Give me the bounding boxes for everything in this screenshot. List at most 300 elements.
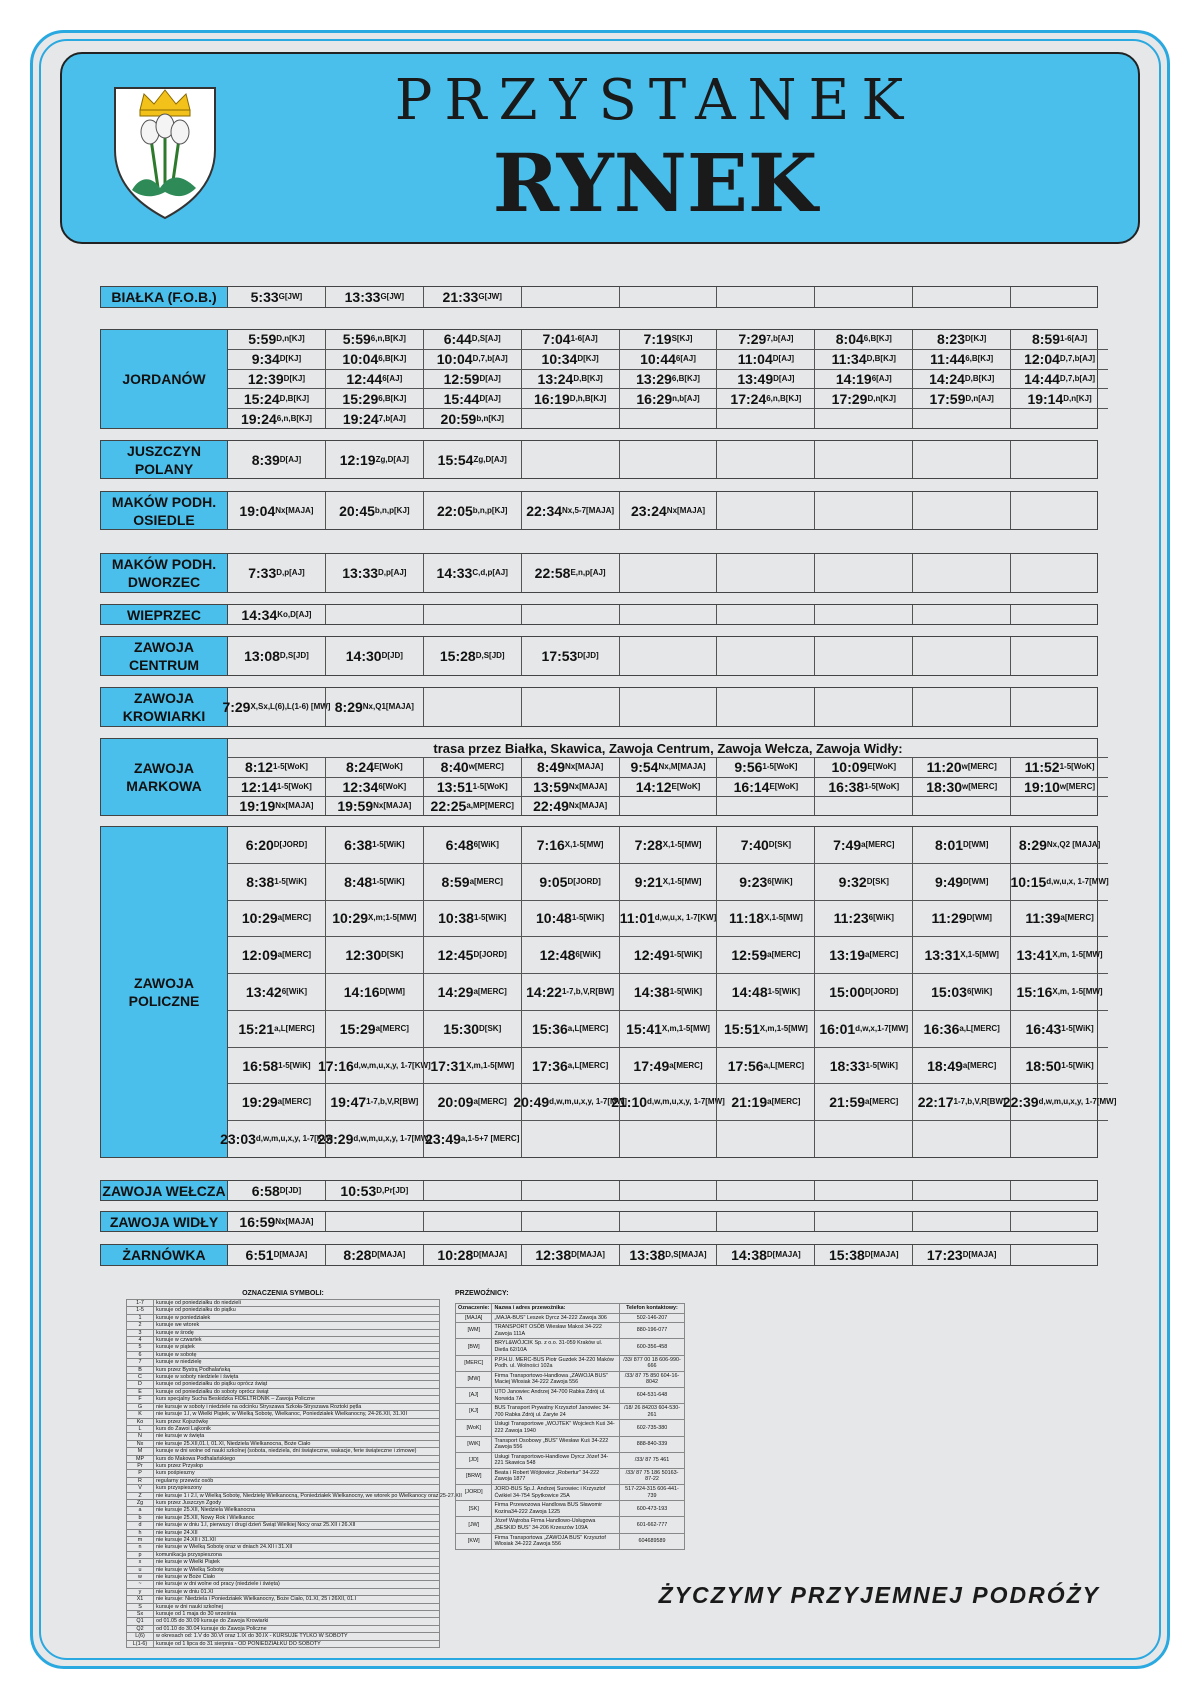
departure-symbols: Nx,5-7[MAJA] [562,505,615,515]
departure-time: 11:52 [1024,759,1060,776]
departure-time: 9:21 [634,873,663,890]
departure-time: 18:50 [1025,1057,1062,1074]
symbol-row: x nie kursuje w Wielki Piątek [127,1559,440,1566]
departure-symbols: 1-5[WiK] [372,839,405,849]
departure-cell [1010,637,1108,675]
departure-time: 21:59 [829,1094,866,1111]
departure-symbols: D[KJ] [577,354,599,364]
departure-cell [1010,605,1108,624]
departure-time: 22:05 [436,502,473,519]
departure-time: 20:59 [440,410,477,427]
departure-symbols: a[MERC] [277,913,312,923]
departure-time: 23:03 [220,1131,256,1148]
departure-time: 10:38 [438,910,474,927]
departure-symbols: D,n[KJ] [1063,393,1092,403]
departure-cell [228,409,325,428]
departure-symbols: X,1-5[MW] [564,839,604,849]
carrier-row: [AJ] UTO Janowiec Andrzej 34-700 Rabka Zdrój ul. Norwida 7A 604-531-648 [456,1387,685,1403]
departure-time: 8:23 [936,331,966,348]
departure-time: 7:16 [536,836,565,853]
departure-time: 20:45 [339,502,375,519]
departure-symbols: d,w,m,u,x,y, 1-7[KW] [353,1060,431,1070]
departure-symbols: Nx[MAJA] [275,1216,314,1226]
departure-time: 6:58 [251,1182,280,1199]
departure-symbols: X,1-5[MW] [662,876,702,886]
departure-cell [423,441,521,478]
departure-cell [325,758,423,776]
departure-time: 12:30 [345,947,382,964]
departure-cell [619,758,717,776]
departure-cell [1010,937,1108,973]
departure-cell [716,370,814,389]
departure-symbols: a,L[MERC] [567,1060,609,1070]
departure-cell [325,1181,423,1200]
departure-time: 12:59 [731,947,768,964]
departure-time: 10:04 [342,351,379,368]
symbol-row: B kurs przez Bystrą Podhalańską [127,1366,440,1373]
departure-cell [521,554,619,592]
departure-time: 17:16 [317,1057,354,1074]
departure-cell [912,1084,1010,1120]
departure-time: 14:22 [526,984,562,1001]
departure-cell [228,1245,325,1265]
symbol-row: 1-7 kursuje od poniedziałku do niedzieli [127,1300,440,1307]
departure-cell [912,778,1010,796]
departure-cell [814,758,912,776]
departure-cell [912,1011,1010,1047]
departure-time: 15:03 [931,984,967,1001]
departure-symbols: a,L[MERC] [274,1023,315,1033]
timetable-row [228,637,1108,675]
departure-cell [423,1181,521,1200]
symbol-row: Z nie kursuje 1 i 2.I, w Wielką Sobotę, Niedzielę Wielkanocną, Poniedziałek Wielkanocny, we wtorek po Wielkanocy oraz 25-27.XII [127,1492,440,1499]
departure-time: 15:30 [443,1020,480,1037]
departure-time: 12:09 [241,947,278,964]
departure-cell [521,778,619,796]
route-biala [100,286,1098,308]
departure-cell [325,370,423,389]
departure-symbols: D,B[KJ] [573,373,603,383]
departure-cell [814,974,912,1010]
departure-time: 15:44 [443,390,480,407]
departure-time: 10:34 [541,351,578,368]
departure-symbols: D[MAJA] [962,1250,997,1259]
departure-time: 8:59 [441,873,470,890]
departure-cell [716,974,814,1010]
departure-time: 9:05 [539,873,568,890]
departure-time: 8:28 [343,1247,372,1263]
departure-cell [912,758,1010,776]
departure-time: 14:33 [436,565,473,581]
departure-time: 11:44 [930,351,966,368]
departure-cell [716,389,814,408]
departure-cell [423,1121,521,1157]
departure-cell [228,554,325,592]
departure-cell [619,1181,717,1200]
departure-cell [423,1212,521,1231]
departure-cell [912,974,1010,1010]
departure-cell [325,937,423,973]
departure-time: 20:09 [437,1094,474,1111]
symbol-row: w nie kursuje w Boże Ciało [127,1574,440,1581]
route-label: ZAWOJA MARKOWA [101,739,228,815]
departure-symbols: a[MERC] [861,839,895,849]
departure-time: 10:29 [241,910,278,927]
departure-time: 12:14 [241,778,277,795]
departure-symbols: D[SK] [479,1023,502,1033]
route-zawoja_we [100,1180,1098,1201]
departure-cell [423,974,521,1010]
page-title-line1: PRZYSTANEK [394,68,916,133]
symbol-row: Nx nie kursuje 25.XII,01.I, 01.XI, Niedziela Wielkanocna, Boże Ciało [127,1440,440,1447]
departure-cell [619,409,717,428]
departure-cell [814,1048,912,1084]
departure-symbols: D[MAJA] [766,1250,801,1259]
departure-time: 6:20 [245,836,274,853]
departure-cell [912,492,1010,529]
symbol-row: Q1 od 01.05 do 30.09 kursuje do Zawoja Krowiarki [127,1618,440,1625]
departure-cell [423,864,521,900]
route-label: JORDANÓW [101,330,228,428]
departure-symbols: 1-7,b,V,R[BW] [366,1097,419,1107]
departure-time: 14:29 [437,984,474,1001]
departure-cell [325,441,423,478]
route-label: ZAWOJA POLICZNE [101,827,228,1157]
symbol-row: X1 nie kursuje: Niedziela i Poniedziałek Wielkanocny, Boże Ciało, 01.XI, 25 i 26XII, 01.I [127,1596,440,1603]
departure-cell [228,974,325,1010]
departure-time: 22:25 [430,797,467,814]
departure-cell [814,1212,912,1231]
departure-symbols: D[JD] [381,651,403,660]
departure-symbols: D[JORD] [865,987,899,997]
departure-time: 13:24 [537,370,574,387]
departure-time: 19:29 [241,1094,278,1111]
departure-cell [325,797,423,815]
footer-wish: ŻYCZYMY PRZYJEMNEJ PODRÓŻY [658,1582,1100,1608]
carrier-row: [WoK] Usługi Transportowe „WOJTEK" Wojciech Kuś 34-222 Zawoja 1940 602-735-380 [456,1420,685,1436]
departure-cell [521,1181,619,1200]
departure-symbols: X,1-5[MW] [764,913,803,923]
departure-cell [912,350,1010,369]
departure-symbols: 1-6[AJ] [1060,334,1088,344]
departure-cell [521,758,619,776]
departure-time: 14:34 [241,606,278,623]
timetable-row [228,1181,1108,1200]
departure-cell [814,492,912,529]
departure-time: 10:04 [436,351,473,368]
timetable-row [228,408,1108,428]
symbol-row: Q2 od 01.10 do 30.04 kursuje do Zawoja Policzne [127,1625,440,1632]
departure-time: 5:33 [250,289,279,305]
departure-time: 15:24 [243,390,280,407]
symbols-title: OZNACZENIA SYMBOLI: [242,1290,324,1297]
timetable-row [228,554,1108,592]
timetable-row [228,757,1108,776]
departure-symbols: D[AJ] [772,354,795,364]
departure-symbols: d,w,u,x, 1-7[KW] [654,913,717,923]
departure-cell [716,1212,814,1231]
departure-cell [611,1084,725,1120]
departure-symbols: 6,B[KJ] [671,373,700,383]
departure-cell [325,864,423,900]
timetable-row [228,369,1108,389]
route-zawoja_p [100,826,1117,1158]
departure-symbols: D[WM] [963,876,989,886]
route-zawoja_m [100,738,1098,816]
route-label: WIEPRZEC [101,605,228,624]
departure-cell [1010,1011,1108,1047]
departure-cell [619,864,717,900]
departure-time: 7:33 [248,565,277,581]
symbol-row: h nie kursuje 24.XII [127,1529,440,1536]
departure-cell [521,330,619,349]
departure-cell [521,1048,619,1084]
departure-cell [619,350,717,369]
departure-time: 11:20 [926,759,962,776]
departure-time: 12:59 [443,370,480,387]
departure-symbols: a[MERC] [473,987,507,997]
departure-cell [619,974,717,1010]
departure-symbols: D[KJ] [279,354,302,364]
departure-cell [716,554,814,592]
departure-cell [423,688,521,726]
departure-cell [716,778,814,796]
timetable-row [228,492,1108,529]
departure-cell [619,605,717,624]
departure-symbols: D[AJ] [279,454,302,464]
departure-time: 11:18 [729,910,765,927]
departure-symbols: 1-5[WiK] [1061,1060,1094,1070]
symbol-row: b nie kursuje 25.XII, Nowy Rok i Wielkanoc [127,1514,440,1521]
symbol-row: M kursuje w dni wolne od nauki szkolnej (sobota, niedziela, dni świąteczne, wakacje, ferie świąteczne i zimowe) [127,1448,440,1455]
route-zawoja_c [100,636,1098,676]
departure-time: 15:21 [238,1020,275,1037]
departure-cell [1010,1121,1108,1157]
departure-symbols: E[WoK] [373,762,403,772]
departure-time: 23:29 [317,1131,354,1148]
departure-cell [912,937,1010,973]
departure-symbols: X,m;1-5[MW] [368,913,417,923]
symbol-row: R regularny przewóz osób [127,1477,440,1484]
departure-symbols: 6,B[KJ] [965,354,994,364]
route-makow_os [100,491,1098,530]
departure-symbols: 1-5[WiK] [1061,1023,1094,1033]
departure-time: 16:29 [636,390,673,407]
departure-time: 23:24 [630,502,667,519]
departure-symbols: D,n[KJ] [276,334,305,344]
departure-symbols: a[MERC] [962,1060,997,1070]
departure-cell [912,554,1010,592]
departure-symbols: 1-5[WiK] [669,987,703,997]
departure-symbols: 1-5[WiK] [278,1060,311,1070]
departure-symbols: b,n,p[KJ] [374,505,410,515]
departure-time: 10:44 [640,351,676,368]
departure-symbols: X,1-5[MW] [662,839,702,849]
departure-time: 22:58 [534,565,571,581]
carrier-row: [JW] Józef Wątroba Firma Handlowo-Usługowa „BESKID BUS" 34-206 Krzeszów 109A 601-662-777 [456,1517,685,1533]
departure-cell [814,1121,912,1157]
departure-time: 13:59 [533,778,569,795]
departure-cell [619,901,717,937]
departure-time: 14:48 [731,984,768,1001]
departure-cell [325,350,423,369]
departure-symbols: n,b[AJ] [672,393,700,403]
symbol-row: 3 kursuje w środę [127,1329,440,1336]
departure-cell [912,1048,1010,1084]
departure-time: 14:19 [835,370,872,387]
departure-time: 8:49 [536,759,566,776]
departure-cell [1010,1048,1108,1084]
departure-cell [521,864,619,900]
departure-time: 18:30 [926,778,963,795]
departure-cell [912,797,1010,815]
departure-cell [228,758,325,776]
departure-time: 16:43 [1025,1020,1062,1037]
departure-cell [1010,350,1108,369]
departure-symbols: X,m,1-5[MW] [661,1023,710,1033]
departure-cell [619,688,717,726]
route-label: ZAWOJA WIDŁY [101,1212,228,1231]
departure-symbols: 1-5[WoK] [272,762,308,772]
departure-cell [228,827,325,863]
departure-cell [1010,797,1108,815]
departure-cell [619,330,717,349]
departure-cell [912,901,1010,937]
departure-symbols: G[JW] [478,292,502,301]
departure-cell [912,287,1010,307]
departure-time: 17:49 [633,1057,670,1074]
departure-symbols: d,w,x,1-7[MW] [855,1023,909,1033]
carrier-row: [KW] Firma Transportowa „ZAWOJA BUS" Krzysztof Włosiak 34-222 Zawoja 556 604689589 [456,1533,685,1549]
departure-symbols: D[JORD] [473,950,507,960]
route-label: MAKÓW PODH. DWORZEC [101,554,228,592]
departure-cell [619,370,717,389]
departure-cell [814,797,912,815]
departure-cell [814,901,912,937]
departure-time: 6:48 [445,836,474,853]
departure-cell [716,688,814,726]
departure-cell [423,937,521,973]
departure-cell [814,370,912,389]
departure-time: 13:38 [629,1247,666,1263]
departure-time: 6:44 [443,331,472,348]
symbol-row: 1 kursuje w poniedziałek [127,1314,440,1321]
departure-cell [325,688,423,726]
departure-cell [228,637,325,675]
departure-cell [1002,1084,1117,1120]
departure-symbols: w[MERC] [1059,781,1096,791]
departure-time: 14:30 [345,648,382,664]
carrier-row: [MW] Firma Transportowo-Handlowa „ZAWOJA BUS" Maciej Włosiak 34-222 Zawoja 556 /33/ 87 75 850 604-16-8042 [456,1371,685,1387]
departure-cell [619,1245,717,1265]
symbol-row: ~ nie kursuje w dni wolne od pracy (niedziele i święta) [127,1581,440,1588]
symbols-legend [126,1290,462,1648]
departure-cell [325,605,423,624]
departure-symbols: G[JW] [278,292,303,301]
departure-cell [912,605,1010,624]
timetable-row [228,827,1108,863]
timetable-row [228,349,1108,369]
departure-symbols: Nx[MAJA] [666,505,706,515]
departure-time: 10:28 [437,1247,474,1263]
departure-time: 15:54 [437,451,474,468]
symbol-row: 7 kursuje w niedzielę [127,1359,440,1366]
departure-cell [423,605,521,624]
departure-time: 10:15 [1010,873,1047,890]
timetable-row [228,1010,1108,1047]
departure-cell [912,1245,1010,1265]
carrier-row: [JORD] JORD-BUS Sp.J. Andrzej Surowiec i Krzysztof Ćwikiel 34-754 Spytkowice 25A 517-224-315 606-441-739 [456,1485,685,1501]
departure-cell [912,864,1010,900]
departure-time: 13:31 [924,947,961,964]
departure-cell [325,330,423,349]
symbol-row: y nie kursuje w dniu 01.XI [127,1588,440,1595]
departure-cell [716,605,814,624]
departure-cell [521,797,619,815]
route-zawoja_wi [100,1211,1098,1232]
departure-time: 12:49 [633,947,670,964]
departure-cell [220,1121,333,1157]
carrier-row: [WM] TRANSPORT OSÓB Wiesław Makoś 34-222 Zawoja 111A 880-196-077 [456,1323,685,1339]
departure-time: 12:34 [342,778,379,795]
departure-time: 5:59 [342,331,371,348]
departure-symbols: D[MAJA] [273,1250,308,1259]
departure-cell [619,827,717,863]
departure-cell [521,827,619,863]
departure-symbols: 1-5[WiK] [669,950,703,960]
departure-symbols: D,n[AJ] [965,393,994,403]
timetable-row [228,900,1108,937]
departure-symbols: D[WM] [963,839,989,849]
departure-symbols: 6[WiK] [473,839,499,849]
departure-time: 7:49 [833,836,862,853]
departure-symbols: D,h,B[KJ] [569,393,607,403]
departure-cell [1010,778,1108,796]
departure-symbols: 6[AJ] [675,354,696,364]
departure-time: 14:12 [635,778,672,795]
departure-cell [423,389,521,408]
departure-symbols: 6,B[KJ] [378,393,407,403]
route-zawoja_k [100,687,1098,727]
departure-symbols: a[MERC] [1060,913,1094,923]
carriers-table [455,1290,685,1550]
departure-cell [222,688,331,726]
route-label: MAKÓW PODH. OSIEDLE [101,492,228,529]
departure-cell [716,441,814,478]
departure-symbols: 1-5[WiK] [473,913,507,923]
departure-symbols: 1-5[WoK] [1059,762,1095,772]
departure-cell [423,827,521,863]
departure-symbols: 1-7,b,V,R[BW] [561,987,615,997]
departure-time: 15:16 [1016,984,1053,1001]
departure-symbols: D[AJ] [773,373,795,383]
departure-time: 14:44 [1024,370,1060,387]
departure-time: 19:24 [240,410,277,427]
departure-cell [716,827,814,863]
page-title-line2: RYNEK [492,136,818,230]
departure-symbols: a,MP[MERC] [466,800,514,810]
departure-symbols: Nx[MAJA] [373,800,412,810]
symbol-row: F kurs specjalny Sucha Beskidzka FIDELTRONIK – Zawoja Policzne [127,1396,440,1403]
departure-cell [912,389,1010,408]
departure-cell [1010,827,1108,863]
timetable-row [228,330,1108,349]
departure-symbols: 1-5[WiK] [767,987,800,997]
departure-cell [325,901,423,937]
departure-symbols: 6[WiK] [868,913,894,923]
carrier-row: [WiK] Transport Osobowy „BUS" Wiesław Kuś 34-222 Zawoja 556 888-840-339 [456,1436,685,1452]
departure-cell [814,441,912,478]
